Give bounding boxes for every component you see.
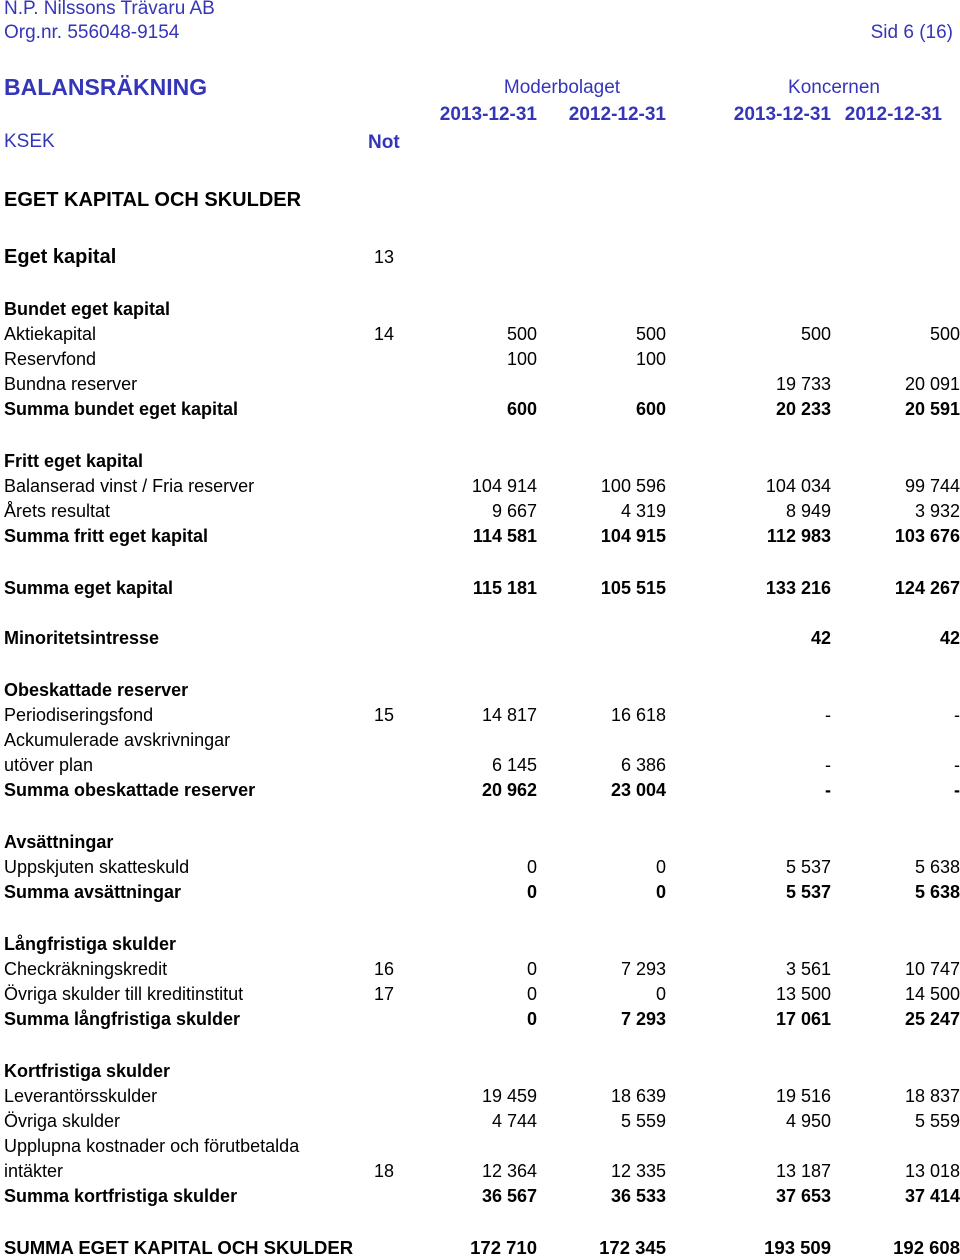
page-number: Sid 6 (16) [870,22,953,43]
value-group-2013: 19 733 [775,374,831,394]
value-parent-2013: 114 581 [472,526,537,546]
row-label: Aktiekapital [4,324,97,344]
row-label: Balanserad vinst / Fria reserver [4,476,255,496]
value-parent-2012: 0 [655,984,666,1004]
value-parent-2013: 100 [506,349,537,369]
value-parent-2013: 9 667 [491,501,537,521]
value-parent-2013: 20 962 [481,780,537,800]
value-parent-2013: 36 567 [481,1186,537,1206]
value-parent-2012: 0 [655,857,666,877]
value-parent-2012: 12 335 [610,1161,666,1181]
table-row [0,932,960,956]
row-label: utöver plan [4,755,94,775]
value-group-2012: 3 932 [914,501,960,521]
value-group-2012: 20 091 [904,374,960,394]
row-label: Summa kortfristiga skulder [4,1186,238,1206]
value-group-2012: 124 267 [894,578,960,598]
row-label: Övriga skulder [4,1111,121,1131]
row-label: Minoritetsintresse [4,628,160,648]
table-row [0,626,960,650]
table-row [0,297,960,321]
value-group-2013: 37 653 [775,1186,831,1206]
value-group-2012: 14 500 [904,984,960,1004]
value-group-2013: 8 949 [785,501,831,521]
value-parent-2012: 100 [635,349,666,369]
row-label: Bundet eget kapital [4,299,171,319]
row-label: Ackumulerade avskrivningar [4,730,231,750]
value-group-2013: 112 983 [766,526,831,546]
row-label: Checkräkningskredit [4,959,168,979]
value-group-2013: 42 [810,628,831,648]
table-row [0,397,960,421]
value-group-2012: 5 638 [914,882,960,902]
table-row [0,1059,960,1083]
value-parent-2012: 16 618 [610,705,666,725]
table-row [0,1109,960,1133]
row-label: Fritt eget kapital [4,451,144,471]
table-row [0,347,960,371]
row-label: EGET KAPITAL OCH SKULDER [4,189,302,211]
value-parent-2013: 0 [526,1009,537,1029]
value-group-2013: 193 509 [764,1237,831,1258]
row-label: Summa långfristiga skulder [4,1009,241,1029]
row-label: Periodiseringsfond [4,705,154,725]
row-note: 13 [374,247,395,267]
value-parent-2013: 0 [526,857,537,877]
value-parent-2012: 104 915 [600,526,666,546]
value-group-2013: - [825,780,831,800]
value-group-2013: 17 061 [775,1009,831,1029]
row-label: Summa avsättningar [4,882,182,902]
date-parent-2013: 2013-12-31 [439,104,537,125]
table-row [0,753,960,777]
date-group-2013: 2013-12-31 [733,104,831,125]
group-parent-label: Moderbolaget [503,77,621,98]
table-row [0,1084,960,1108]
row-label: Summa obeskattade reserver [4,780,256,800]
value-parent-2012: 36 533 [610,1186,666,1206]
report-title: BALANSRÄKNING [4,74,208,100]
value-parent-2012: 7 293 [620,1009,666,1029]
note-column-label: Not [368,132,400,153]
value-group-2012: 500 [929,324,960,344]
value-parent-2013: 115 181 [472,578,537,598]
value-group-2012: 5 559 [914,1111,960,1131]
value-group-2013: - [825,755,831,775]
row-label: Övriga skulder till kreditinstitut [4,984,244,1004]
value-group-2012: - [954,755,960,775]
row-label: Kortfristiga skulder [4,1061,171,1081]
org-number: Org.nr. 556048-9154 [4,22,180,43]
value-group-2012: 99 744 [904,476,960,496]
value-parent-2013: 19 459 [481,1086,537,1106]
table-row [0,245,960,269]
value-group-2013: 5 537 [785,882,831,902]
value-parent-2013: 0 [526,984,537,1004]
value-group-2012: 18 837 [904,1086,960,1106]
table-row [0,880,960,904]
value-group-2012: 13 018 [904,1161,960,1181]
value-group-2012: 103 676 [894,526,960,546]
value-parent-2012: 6 386 [620,755,666,775]
row-label: Upplupna kostnader och förutbetalda [4,1136,300,1156]
table-row [0,703,960,727]
value-group-2013: 5 537 [785,857,831,877]
value-group-2012: - [954,780,960,800]
row-label: Summa bundet eget kapital [4,399,239,419]
table-row [0,855,960,879]
value-group-2012: 37 414 [904,1186,960,1206]
value-group-2013: 4 950 [785,1111,831,1131]
table-row [0,499,960,523]
table-row [0,830,960,854]
table-row [0,678,960,702]
table-row [0,1134,960,1158]
value-group-2012: - [954,705,960,725]
value-group-2013: 13 187 [775,1161,831,1181]
table-row [0,1236,960,1260]
value-group-2013: 3 561 [785,959,831,979]
table-row [0,524,960,548]
row-label: Reservfond [4,349,97,369]
table-row [0,1184,960,1208]
row-note: 17 [374,984,395,1004]
row-note: 16 [374,959,395,979]
row-label: Obeskattade reserver [4,680,189,700]
table-row [0,449,960,473]
row-label: Bundna reserver [4,374,138,394]
table-row [0,188,960,212]
value-parent-2012: 5 559 [620,1111,666,1131]
table-row [0,576,960,600]
value-parent-2012: 100 596 [600,476,666,496]
value-parent-2012: 500 [635,324,666,344]
value-parent-2012: 0 [655,882,666,902]
value-parent-2013: 500 [506,324,537,344]
table-row [0,372,960,396]
value-parent-2013: 0 [526,882,537,902]
value-group-2012: 20 591 [904,399,960,419]
value-group-2012: 192 608 [893,1237,960,1258]
row-label: Leverantörsskulder [4,1086,158,1106]
value-group-2013: 133 216 [765,578,831,598]
value-group-2013: 19 516 [775,1086,831,1106]
table-row [0,474,960,498]
value-parent-2012: 105 515 [600,578,666,598]
value-group-2012: 5 638 [914,857,960,877]
table-row [0,322,960,346]
value-parent-2012: 18 639 [610,1086,666,1106]
value-group-2012: 25 247 [904,1009,960,1029]
table-row [0,728,960,752]
group-consolidated-label: Koncernen [788,77,880,98]
value-group-2013: - [825,705,831,725]
row-note: 18 [374,1161,395,1181]
table-row [0,1007,960,1031]
date-parent-2012: 2012-12-31 [568,104,666,125]
row-note: 15 [374,705,395,725]
value-parent-2012: 7 293 [620,959,666,979]
row-label: intäkter [4,1161,64,1181]
value-parent-2012: 4 319 [620,501,666,521]
value-parent-2013: 14 817 [481,705,537,725]
row-note: 14 [374,324,395,344]
value-group-2013: 20 233 [775,399,831,419]
date-group-2012: 2012-12-31 [844,104,942,125]
value-parent-2013: 600 [506,399,537,419]
row-label: Avsättningar [4,832,114,852]
value-group-2013: 500 [800,324,831,344]
value-group-2012: 42 [939,628,960,648]
value-parent-2012: 172 345 [599,1237,666,1258]
value-parent-2013: 104 914 [471,476,537,496]
company-name: N.P. Nilssons Trävaru AB [4,0,215,19]
value-parent-2013: 172 710 [470,1237,537,1258]
row-label: Summa eget kapital [4,578,174,598]
row-label: Uppskjuten skatteskuld [4,857,190,877]
row-label: Årets resultat [4,501,111,521]
table-row [0,1159,960,1183]
table-row [0,778,960,802]
row-label: Långfristiga skulder [4,934,177,954]
value-parent-2013: 4 744 [491,1111,537,1131]
value-parent-2013: 6 145 [491,755,537,775]
value-parent-2013: 0 [526,959,537,979]
value-group-2013: 104 034 [765,476,831,496]
value-parent-2013: 12 364 [481,1161,537,1181]
row-label: Summa fritt eget kapital [4,526,209,546]
value-parent-2012: 600 [635,399,666,419]
unit-label: KSEK [4,131,55,152]
row-label: Eget kapital [4,246,117,268]
value-group-2013: 13 500 [775,984,831,1004]
table-row [0,982,960,1006]
value-group-2012: 10 747 [904,959,960,979]
row-label: SUMMA EGET KAPITAL OCH SKULDER [4,1237,354,1258]
table-row [0,957,960,981]
value-parent-2012: 23 004 [610,780,666,800]
